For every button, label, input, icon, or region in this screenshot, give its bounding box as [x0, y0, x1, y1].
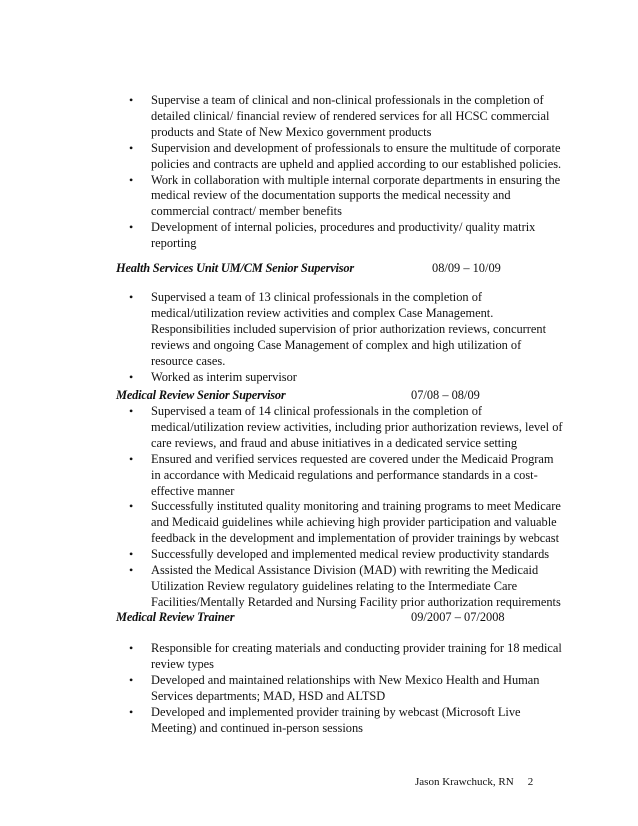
bullet-icon: •	[129, 369, 134, 384]
list-item: • Supervised a team of 14 clinical professionals in the completion of medical/utilization review activities, including prior authorization reviews, level of care reviews, and fraud and abuse initiatives in a dedicated service setting	[129, 404, 563, 450]
job-bullet-list	[116, 290, 566, 385]
bullet-icon: •	[129, 172, 134, 187]
list-item: • Successfully instituted quality monitoring and training programs to meet Medicare and Medicaid guidelines while achieving high provider participation and valuable feedback in the development and implementation of provider trainings by webcast	[129, 499, 561, 546]
page-number: 2	[527, 776, 534, 788]
job-heading	[116, 388, 566, 404]
bullet-icon: •	[129, 451, 134, 466]
job-title: Medical Review Trainer	[116, 610, 235, 624]
list-item: • Supervised a team of 13 clinical professionals in the completion of medical/utilization review activities and complex Case Management. Responsibilities included supervision of prior authorization reviews, concurrent reviews and ongoing Case Management of complex and high utilization of resource cases.	[129, 290, 547, 368]
job-dates: 07/08 – 08/09	[411, 388, 480, 402]
bullet-icon: •	[129, 404, 134, 418]
job-bullet-list	[116, 404, 566, 611]
list-item: • Ensured and verified services requested are covered under the Medicaid Program in accordance with Medicaid regulations and performance standards in a cost-effective manner	[129, 451, 554, 498]
job-heading	[116, 610, 566, 626]
list-item: • Worked as interim supervisor	[129, 369, 297, 384]
list-item: • Supervise a team of clinical and non-clinical professionals in the completion of detailed clinical/ financial review of rendered services for all HCSC commercial products and State of New Mexico government products	[129, 93, 550, 139]
bullet-icon: •	[129, 704, 134, 719]
job-heading	[116, 261, 566, 277]
list-item: • Work in collaboration with multiple internal corporate departments in ensuring the medical review of the documentation supports the medical necessity and commercial contract/ member benefits	[129, 172, 561, 219]
list-item: • Developed and maintained relationships with New Mexico Health and Human Services departments; MAD, HSD and ALTSD	[129, 672, 540, 703]
bullet-icon: •	[129, 563, 134, 578]
list-item: • Responsible for creating materials and conducting provider training for 18 medical review types	[129, 641, 562, 671]
list-item: • Assisted the Medical Assistance Division (MAD) with rewriting the Medicaid Utilization Review regulatory guidelines relating to the Intermediate Care Facilities/Mentally Retarded and Nursing Facility prior authorization requirements	[129, 563, 561, 609]
list-item: • Supervision and development of professionals to ensure the multitude of corporate policies and contracts are upheld and applied according to our established policies.	[129, 140, 562, 171]
list-item: • Development of internal policies, procedures and productivity/ quality matrix reporting	[129, 220, 536, 251]
page-footer	[415, 775, 533, 791]
bullet-icon: •	[129, 499, 134, 514]
bullet-icon: •	[129, 672, 134, 687]
job-dates: 08/09 – 10/09	[432, 261, 501, 275]
bullet-icon: •	[129, 641, 134, 655]
bullet-icon: •	[129, 290, 134, 304]
bullet-icon: •	[129, 547, 134, 562]
bullet-icon: •	[129, 140, 134, 155]
job-bullet-list	[116, 641, 566, 736]
bullet-icon: •	[129, 220, 134, 235]
list-item: • Successfully developed and implemented medical review productivity standards	[129, 547, 550, 562]
footer-author: Jason Krawchuck, RN	[415, 776, 514, 788]
job-dates: 09/2007 – 07/2008	[411, 610, 505, 624]
list-item: • Developed and implemented provider training by webcast (Microsoft Live Meeting) and continued in-person sessions	[129, 704, 521, 735]
bullet-icon: •	[129, 93, 134, 107]
intro-bullet-list	[116, 93, 566, 252]
job-title: Health Services Unit UM/CM Senior Supervisor	[116, 261, 355, 275]
job-title: Medical Review Senior Supervisor	[116, 388, 286, 402]
